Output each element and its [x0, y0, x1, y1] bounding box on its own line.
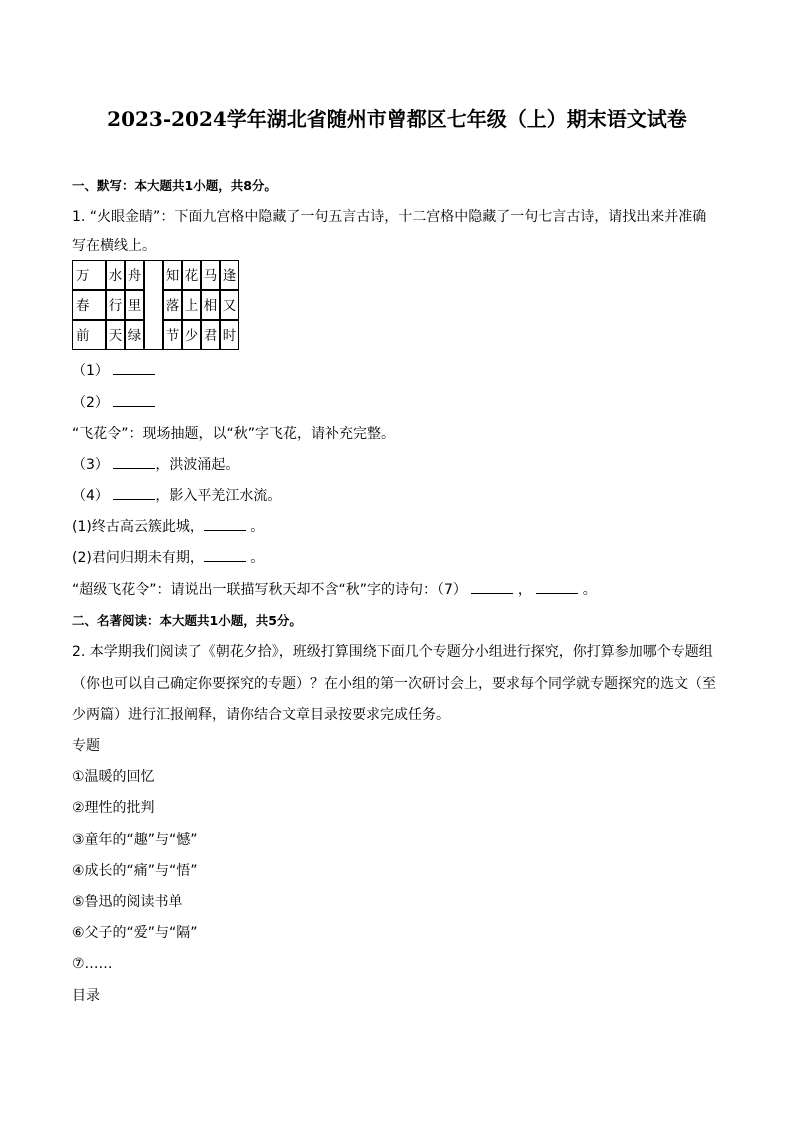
answer-blank[interactable]	[204, 517, 246, 531]
grid-cell: 行	[106, 290, 125, 320]
grid-cell: 万	[72, 260, 106, 290]
answer-blank[interactable]	[113, 486, 155, 500]
grid-cell: 相	[201, 290, 220, 320]
answer-line-1	[72, 361, 155, 381]
grid-cell: 里	[125, 290, 144, 320]
poem-fragment: (2)君问归期未有期，	[72, 550, 204, 566]
topic-item: ②理性的批判	[72, 800, 155, 816]
poem-fragment: ，洪波涌起。	[155, 457, 240, 473]
grid-cell: 上	[182, 290, 201, 320]
grid-cell: 绿	[125, 320, 144, 350]
poem-fragment: ，影入平羌江水流。	[155, 488, 282, 504]
grid-cell: 舟	[125, 260, 144, 290]
answer-line-3	[72, 455, 239, 475]
question-2-text-cont: 少两篇）进行汇报阐释，请你结合文章目录按要求完成任务。	[72, 707, 450, 723]
grid-cell: 时	[220, 320, 239, 350]
answer-label: （3）	[72, 457, 109, 473]
question-2-text: 2. 本学期我们阅读了《朝花夕拾》，班级打算围绕下面几个专题分小组进行探究，你打算参加哪个专题组	[72, 644, 713, 660]
punctuation: ，	[517, 582, 532, 598]
super-feihua-line	[72, 580, 597, 600]
grid-cell: 逢	[220, 260, 239, 290]
topic-item: ④成长的“痛”与“悟”	[72, 863, 198, 879]
grid-cell: 又	[220, 290, 239, 320]
answer-blank[interactable]	[113, 393, 155, 407]
grid-cell: 天	[106, 320, 125, 350]
grid-cell: 落	[163, 290, 182, 320]
grid-cell: 前	[72, 320, 106, 350]
answer-line-2	[72, 393, 155, 413]
topics-heading: 专题	[72, 738, 100, 754]
grid-cell: 少	[182, 320, 201, 350]
answer-blank[interactable]	[536, 580, 578, 594]
answer-blank[interactable]	[204, 548, 246, 562]
answer-line-5	[72, 517, 264, 537]
topic-item: ③童年的“趣”与“憾”	[72, 832, 198, 848]
poem-fragment: (1)终古高云簇此城，	[72, 519, 204, 535]
grid-cell: 马	[201, 260, 220, 290]
grid-cell: 水	[106, 260, 125, 290]
section-heading-2: 二、名著阅读：本大题共1小题，共5分。	[72, 613, 302, 628]
answer-blank[interactable]	[113, 361, 155, 375]
question-1-text-cont: 写在横线上。	[72, 238, 156, 254]
answer-label: （1）	[72, 363, 109, 379]
feihua-instruction: “飞花令”：现场抽题，以“秋”字飞花，请补充完整。	[72, 426, 396, 442]
topic-item: ⑤鲁迅的阅读书单	[72, 894, 183, 910]
topic-item: ①温暖的回忆	[72, 769, 155, 785]
grid-cell: 花	[182, 260, 201, 290]
grid-cell: 春	[72, 290, 106, 320]
punctuation: 。	[250, 550, 265, 566]
question-2-text-cont: （你也可以自己确定你要探究的专题）？在小组的第一次研讨会上，要求每个同学就专题探究的选文（至	[72, 676, 716, 692]
topic-item: ⑦……	[72, 956, 113, 972]
section-heading-1: 一、默写：本大题共1小题，共8分。	[72, 178, 277, 193]
answer-blank[interactable]	[471, 580, 513, 594]
contents-heading: 目录	[72, 988, 100, 1004]
answer-label: （4）	[72, 488, 109, 504]
topic-item: ⑥父子的“爱”与“隔”	[72, 925, 198, 941]
super-feihua-instruction: “超级飞花令”：请说出一联描写秋天却不含“秋”字的诗句：（7）	[72, 582, 467, 598]
answer-label: （2）	[72, 395, 109, 411]
question-1-text: 1. “火眼金睛”：下面九宫格中隐藏了一句五言古诗，十二宫格中隐藏了一句七言古诗，请找出来并准确	[72, 209, 707, 225]
grid-cell: 知	[163, 260, 182, 290]
answer-line-4	[72, 486, 281, 506]
grid-divider	[144, 260, 163, 350]
page-title: 2023-2024学年湖北省随州市曾都区七年级（上）期末语文试卷	[107, 107, 687, 131]
punctuation: 。	[250, 519, 265, 535]
answer-line-6	[72, 548, 264, 568]
punctuation: 。	[582, 582, 597, 598]
answer-blank[interactable]	[113, 455, 155, 469]
grid-cell: 节	[163, 320, 182, 350]
grid-cell: 君	[201, 320, 220, 350]
